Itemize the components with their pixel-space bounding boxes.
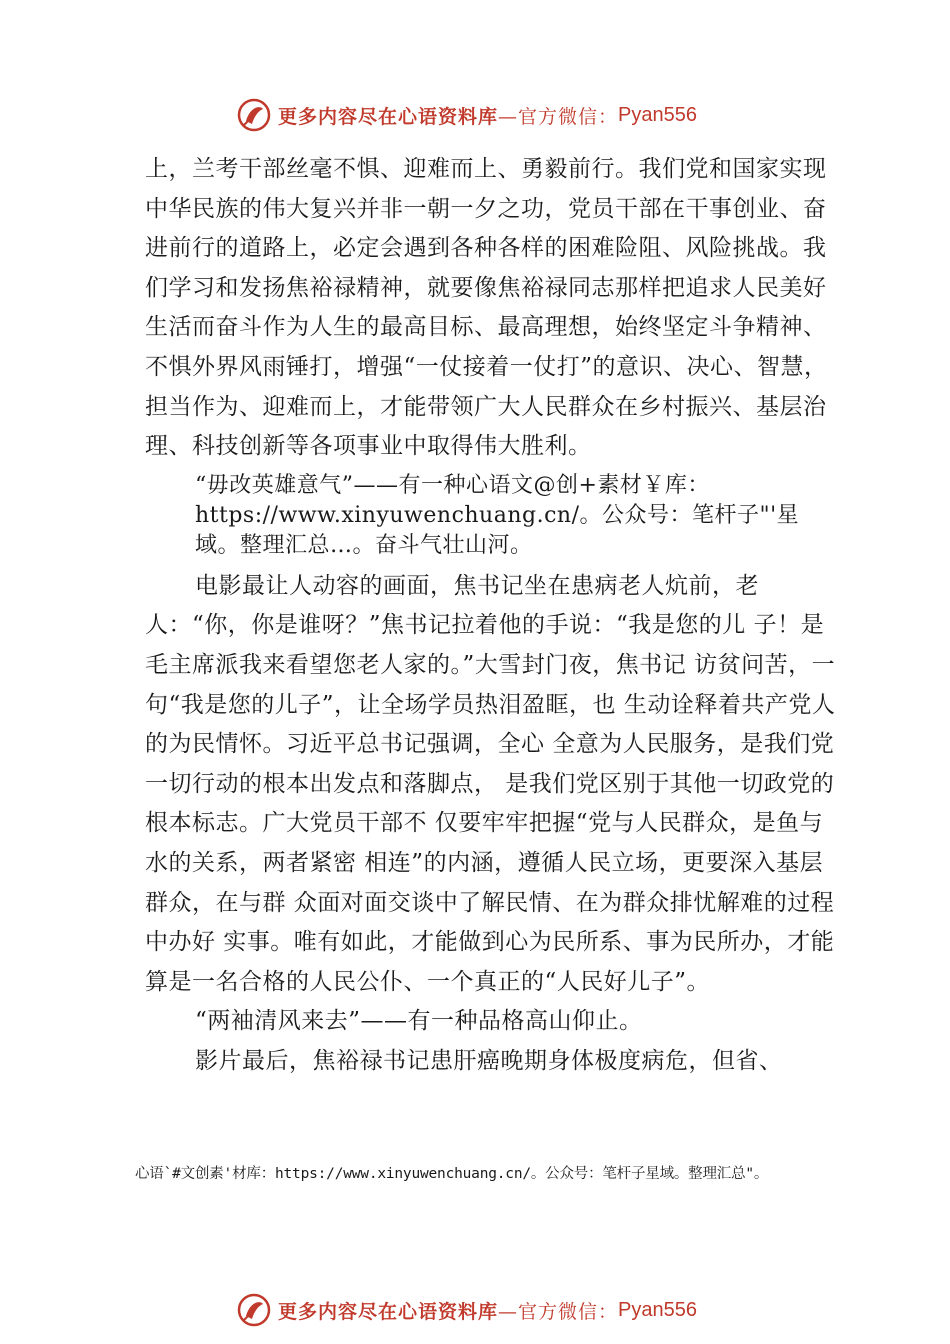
banner-wechat-id: Pyan556 xyxy=(618,103,697,126)
banner-subtitle: —官方微信： xyxy=(498,1300,619,1323)
banner-wechat-id: Pyan556 xyxy=(618,1298,697,1321)
quote-1-line-2: https://www.xinyuwenchuang.cn/。公众号：笔杆子"'星 xyxy=(195,502,800,528)
quote-heading-1 xyxy=(195,471,845,561)
page-footer-note: 心语`#文创素'材库：https://www.xinyuwenchuang.cn/。公众号：笔杆子星域。整理汇总"。 xyxy=(135,1166,769,1182)
paragraph-1: 上，兰考干部丝毫不惧、迎难而上、勇毅前行。我们党和国家实现中华民族的伟大复兴并非一朝一夕之功，党员干部在干事创业、奋进前行的道路上，必定会遇到各种各样的困难险阻、风险挑战。我们学习和发扬焦裕禄精神，就要像焦裕禄同志那样把追求人民美好生活而奋斗作为人生的最高目标、最高理想，始终坚定斗争精神、不惧外界风雨锤打，增强“一仗接着一仗打”的意识、决心、智慧，担当作为、迎难而上，才能带领广大人民群众在乡村振兴、基层治理、科技创新等各项事业中取得伟大胜利。 xyxy=(145,156,828,460)
banner-title: 更多内容尽在心语资料库 xyxy=(278,1300,499,1323)
article-body xyxy=(145,150,845,1081)
quote-1-line-3: 域。整理汇总…。奋斗气壮山河。 xyxy=(195,532,533,558)
brand-logo-icon xyxy=(236,1292,272,1328)
brand-logo-icon xyxy=(236,97,272,133)
banner-title: 更多内容尽在心语资料库 xyxy=(278,105,499,128)
quote-heading-2: “两袖清风来去”——有一种品格高山仰止。 xyxy=(195,1008,643,1035)
footer-banner xyxy=(236,1290,697,1330)
paragraph-3: 影片最后，焦裕禄书记患肝癌晚期身体极度病危，但省、 xyxy=(195,1047,783,1074)
banner-subtitle: —官方微信： xyxy=(498,105,619,128)
header-banner xyxy=(236,95,697,135)
quote-1-line-1: “毋改英雄意气”——有一种心语文@创+素材￥库： xyxy=(195,472,710,498)
paragraph-2: 电影最让人动容的画面，焦书记坐在患病老人炕前，老人：“你，你是谁呀？”焦书记拉着他的手说：“我是您的儿 子！是毛主席派我来看望您老人家的。”大雪封门夜，焦书记 访贫问苦，一句“我是您的儿子”，让全场学员热泪盈眶，也 生动诠释着共产党人的为民情怀。习近平总书记强调，全心 全意为人民服务，是我们党一切行动的根本出发点和落脚点， 是我们党区别于其他一切政党的根本标志。广大党员干部不 仅要牢牢把握“党与人民群众，是鱼与水的关系，两者紧密 相连”的内涵，遵循人民立场，更要深入基层群众，在与群 众面对面交谈中了解民情、在为群众排忧解难的过程中办好 实事。唯有如此，才能做到心为民所系、事为民所办，才能 算是一名合格的人民公仆、一个真正的“人民好儿子”。 xyxy=(145,572,836,995)
